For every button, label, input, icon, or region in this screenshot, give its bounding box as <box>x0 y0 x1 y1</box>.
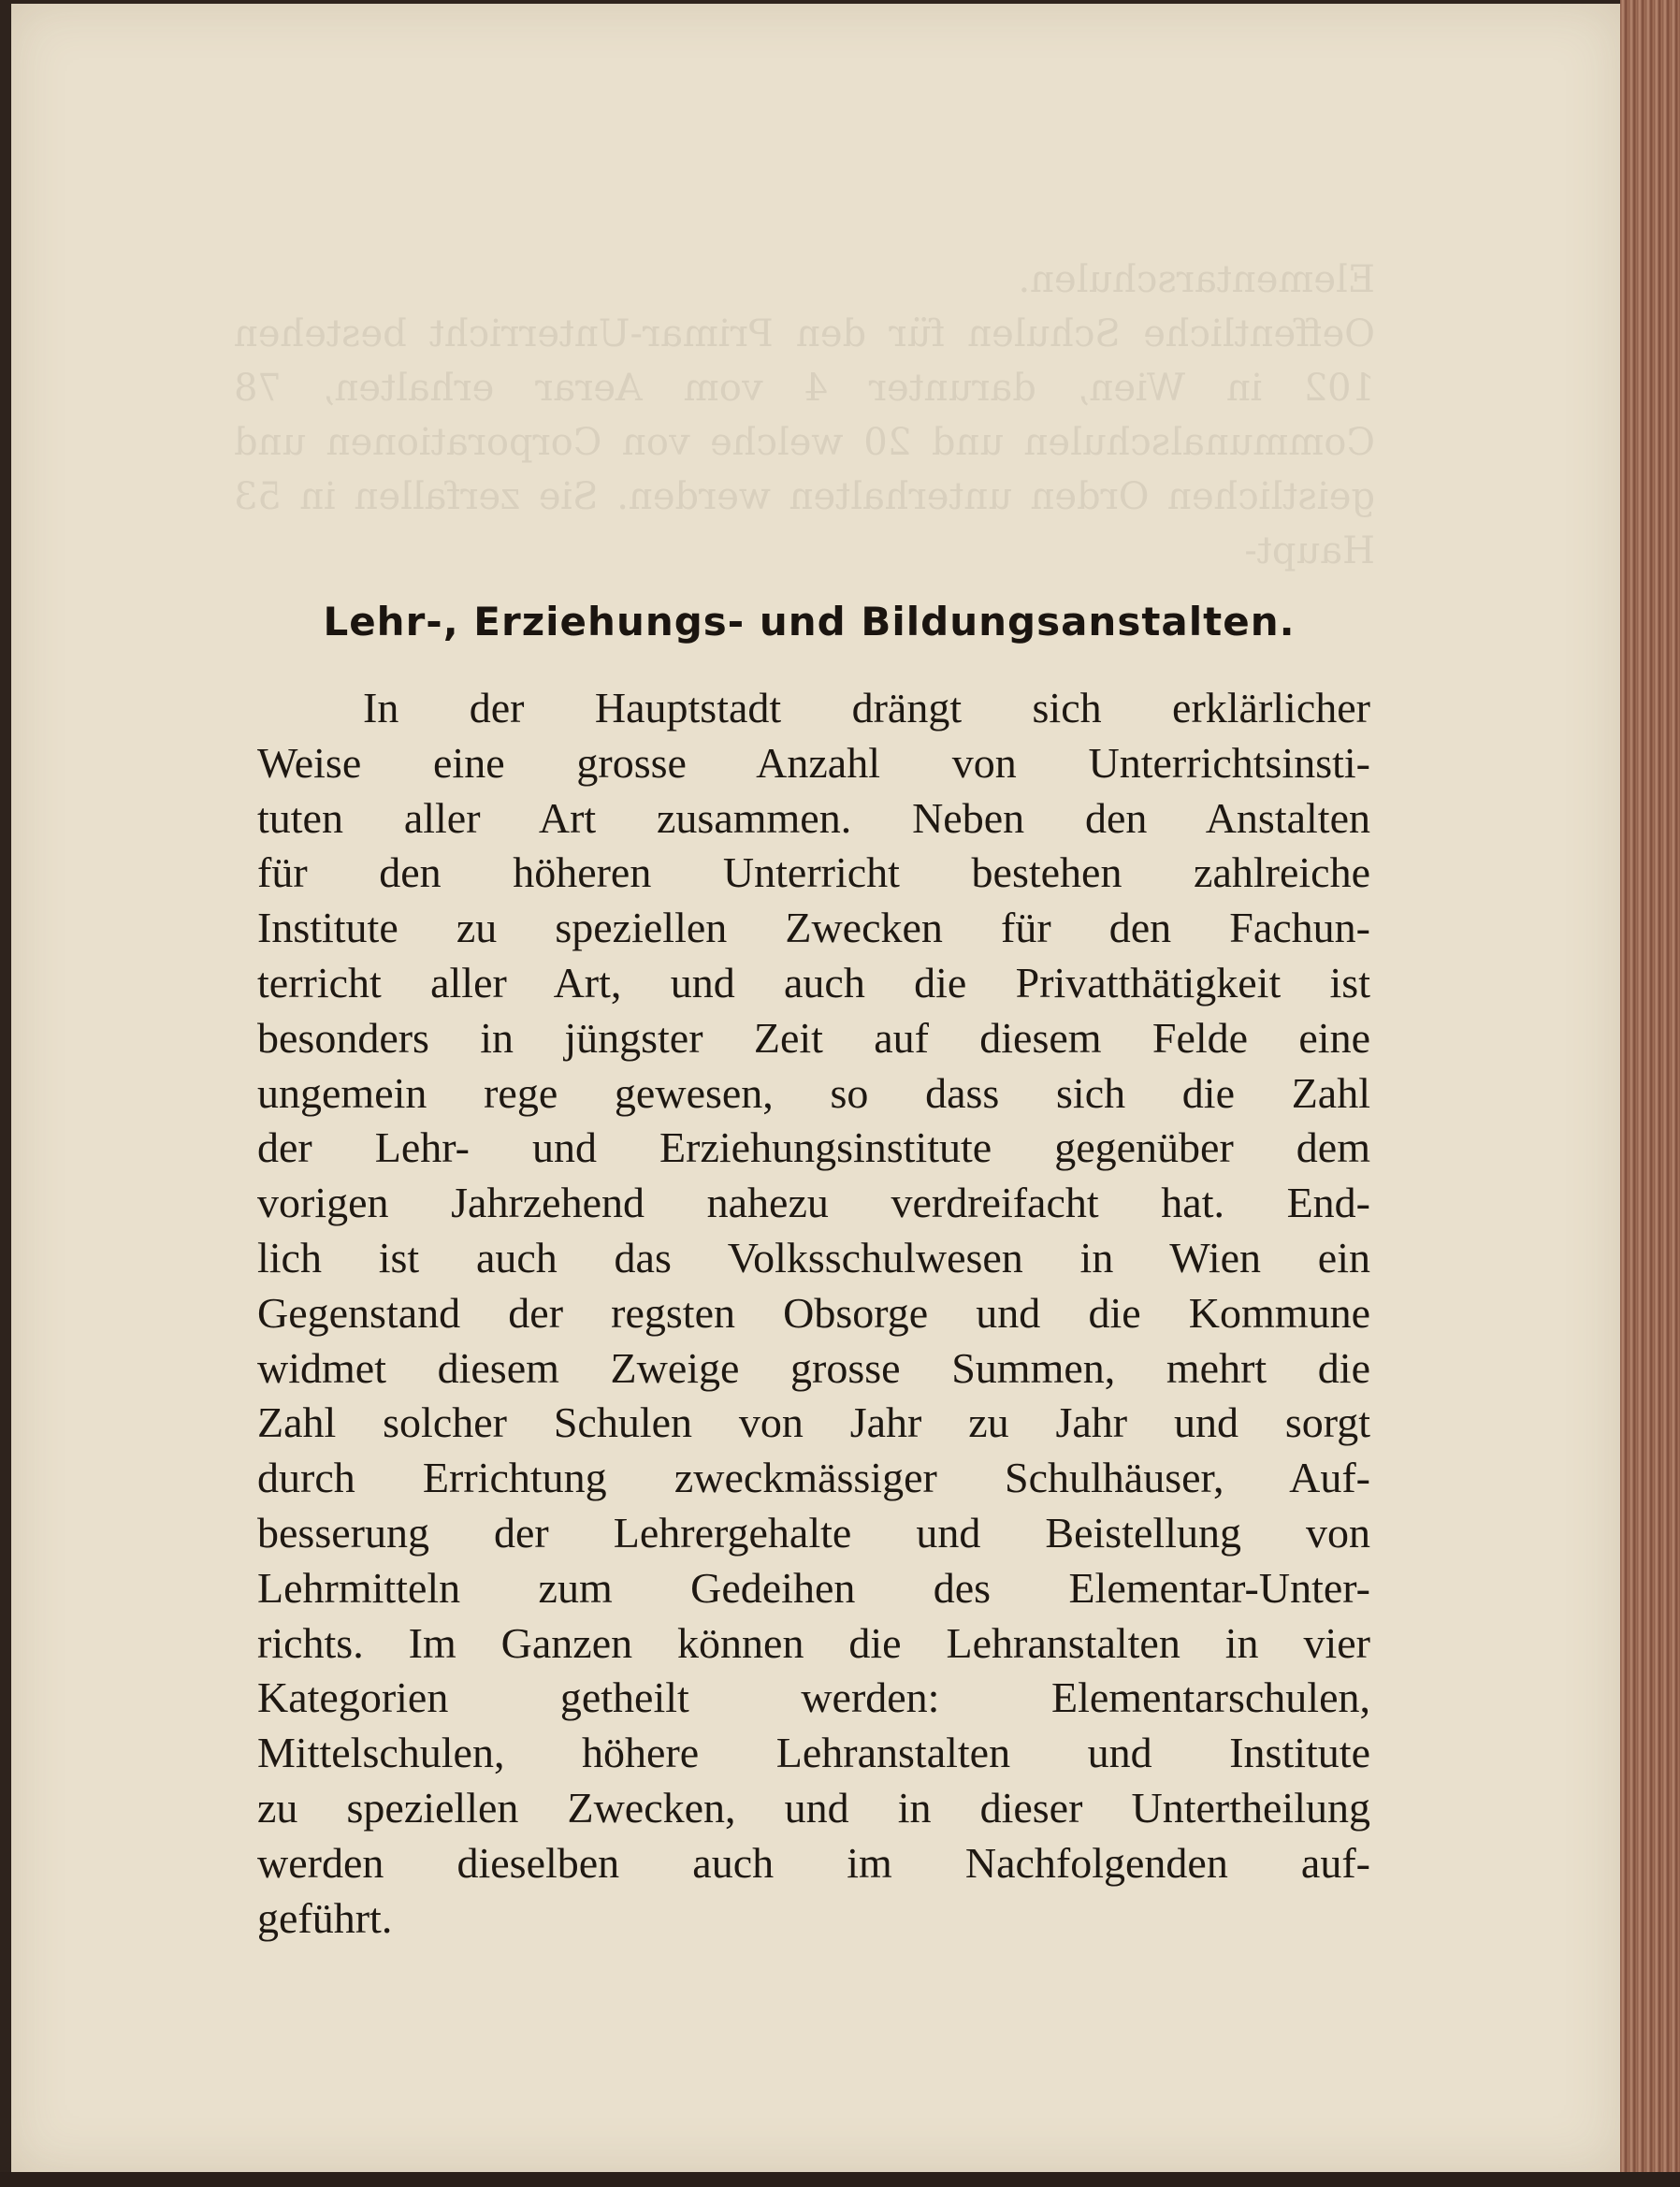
text-line: lich ist auch das Volksschulwesen in Wien ein <box>257 1233 1370 1282</box>
text-line: Zahl solcher Schulen von Jahr zu Jahr und sorgt <box>257 1398 1370 1447</box>
text-line: Mittelschulen, höhere Lehranstalten und Institute <box>257 1729 1370 1777</box>
text-line: Weise eine grosse Anzahl von Unterrichtsinsti- <box>257 738 1370 787</box>
scan-bottom-border <box>0 2172 1680 2187</box>
text-line: Lehrmitteln zum Gedeihen des Elementar-Unter- <box>257 1563 1370 1612</box>
text-line: In der Hauptstadt drängt sich erklärlicher <box>363 684 1370 731</box>
book-page-edges <box>1620 0 1680 2187</box>
body-paragraph <box>257 681 1370 1946</box>
text-line: vorigen Jahrzehend nahezu verdreifacht hat. End- <box>257 1179 1370 1227</box>
text-line: der Lehr- und Erziehungsinstitute gegenüber dem <box>257 1123 1370 1172</box>
text-line: werden dieselben auch im Nachfolgenden auf- <box>257 1838 1370 1887</box>
text-line: zu speziellen Zwecken, und in dieser Untertheilung <box>257 1783 1370 1832</box>
text-line: besserung der Lehrergehalte und Beistellung von <box>257 1508 1370 1557</box>
text-line: widmet diesem Zweige grosse Summen, mehrt die <box>257 1343 1370 1392</box>
section-heading: Lehr-, Erziehungs- und Bildungsanstalten. <box>323 599 1296 645</box>
text-line: besonders in jüngster Zeit auf diesem Felde eine <box>257 1013 1370 1062</box>
text-line: Kategorien getheilt werden: Elementarschulen, <box>257 1673 1370 1722</box>
text-line: Institute zu speziellen Zwecken für den Fachun- <box>257 904 1370 952</box>
text-line: ungemein rege gewesen, so dass sich die Zahl <box>257 1068 1370 1117</box>
text-line: durch Errichtung zweckmässiger Schulhäuser, Auf- <box>257 1454 1370 1502</box>
text-line: terricht aller Art, und auch die Privatthätigkeit ist <box>257 958 1370 1007</box>
text-line: geführt. <box>257 1893 393 1942</box>
text-line: richts. Im Ganzen können die Lehranstalten in vier <box>257 1618 1370 1667</box>
text-line: tuten aller Art zusammen. Neben den Anstalten <box>257 793 1370 842</box>
text-line: Gegenstand der regsten Obsorge und die Kommune <box>257 1288 1370 1337</box>
text-line: für den höheren Unterricht bestehen zahlreiche <box>257 848 1370 897</box>
